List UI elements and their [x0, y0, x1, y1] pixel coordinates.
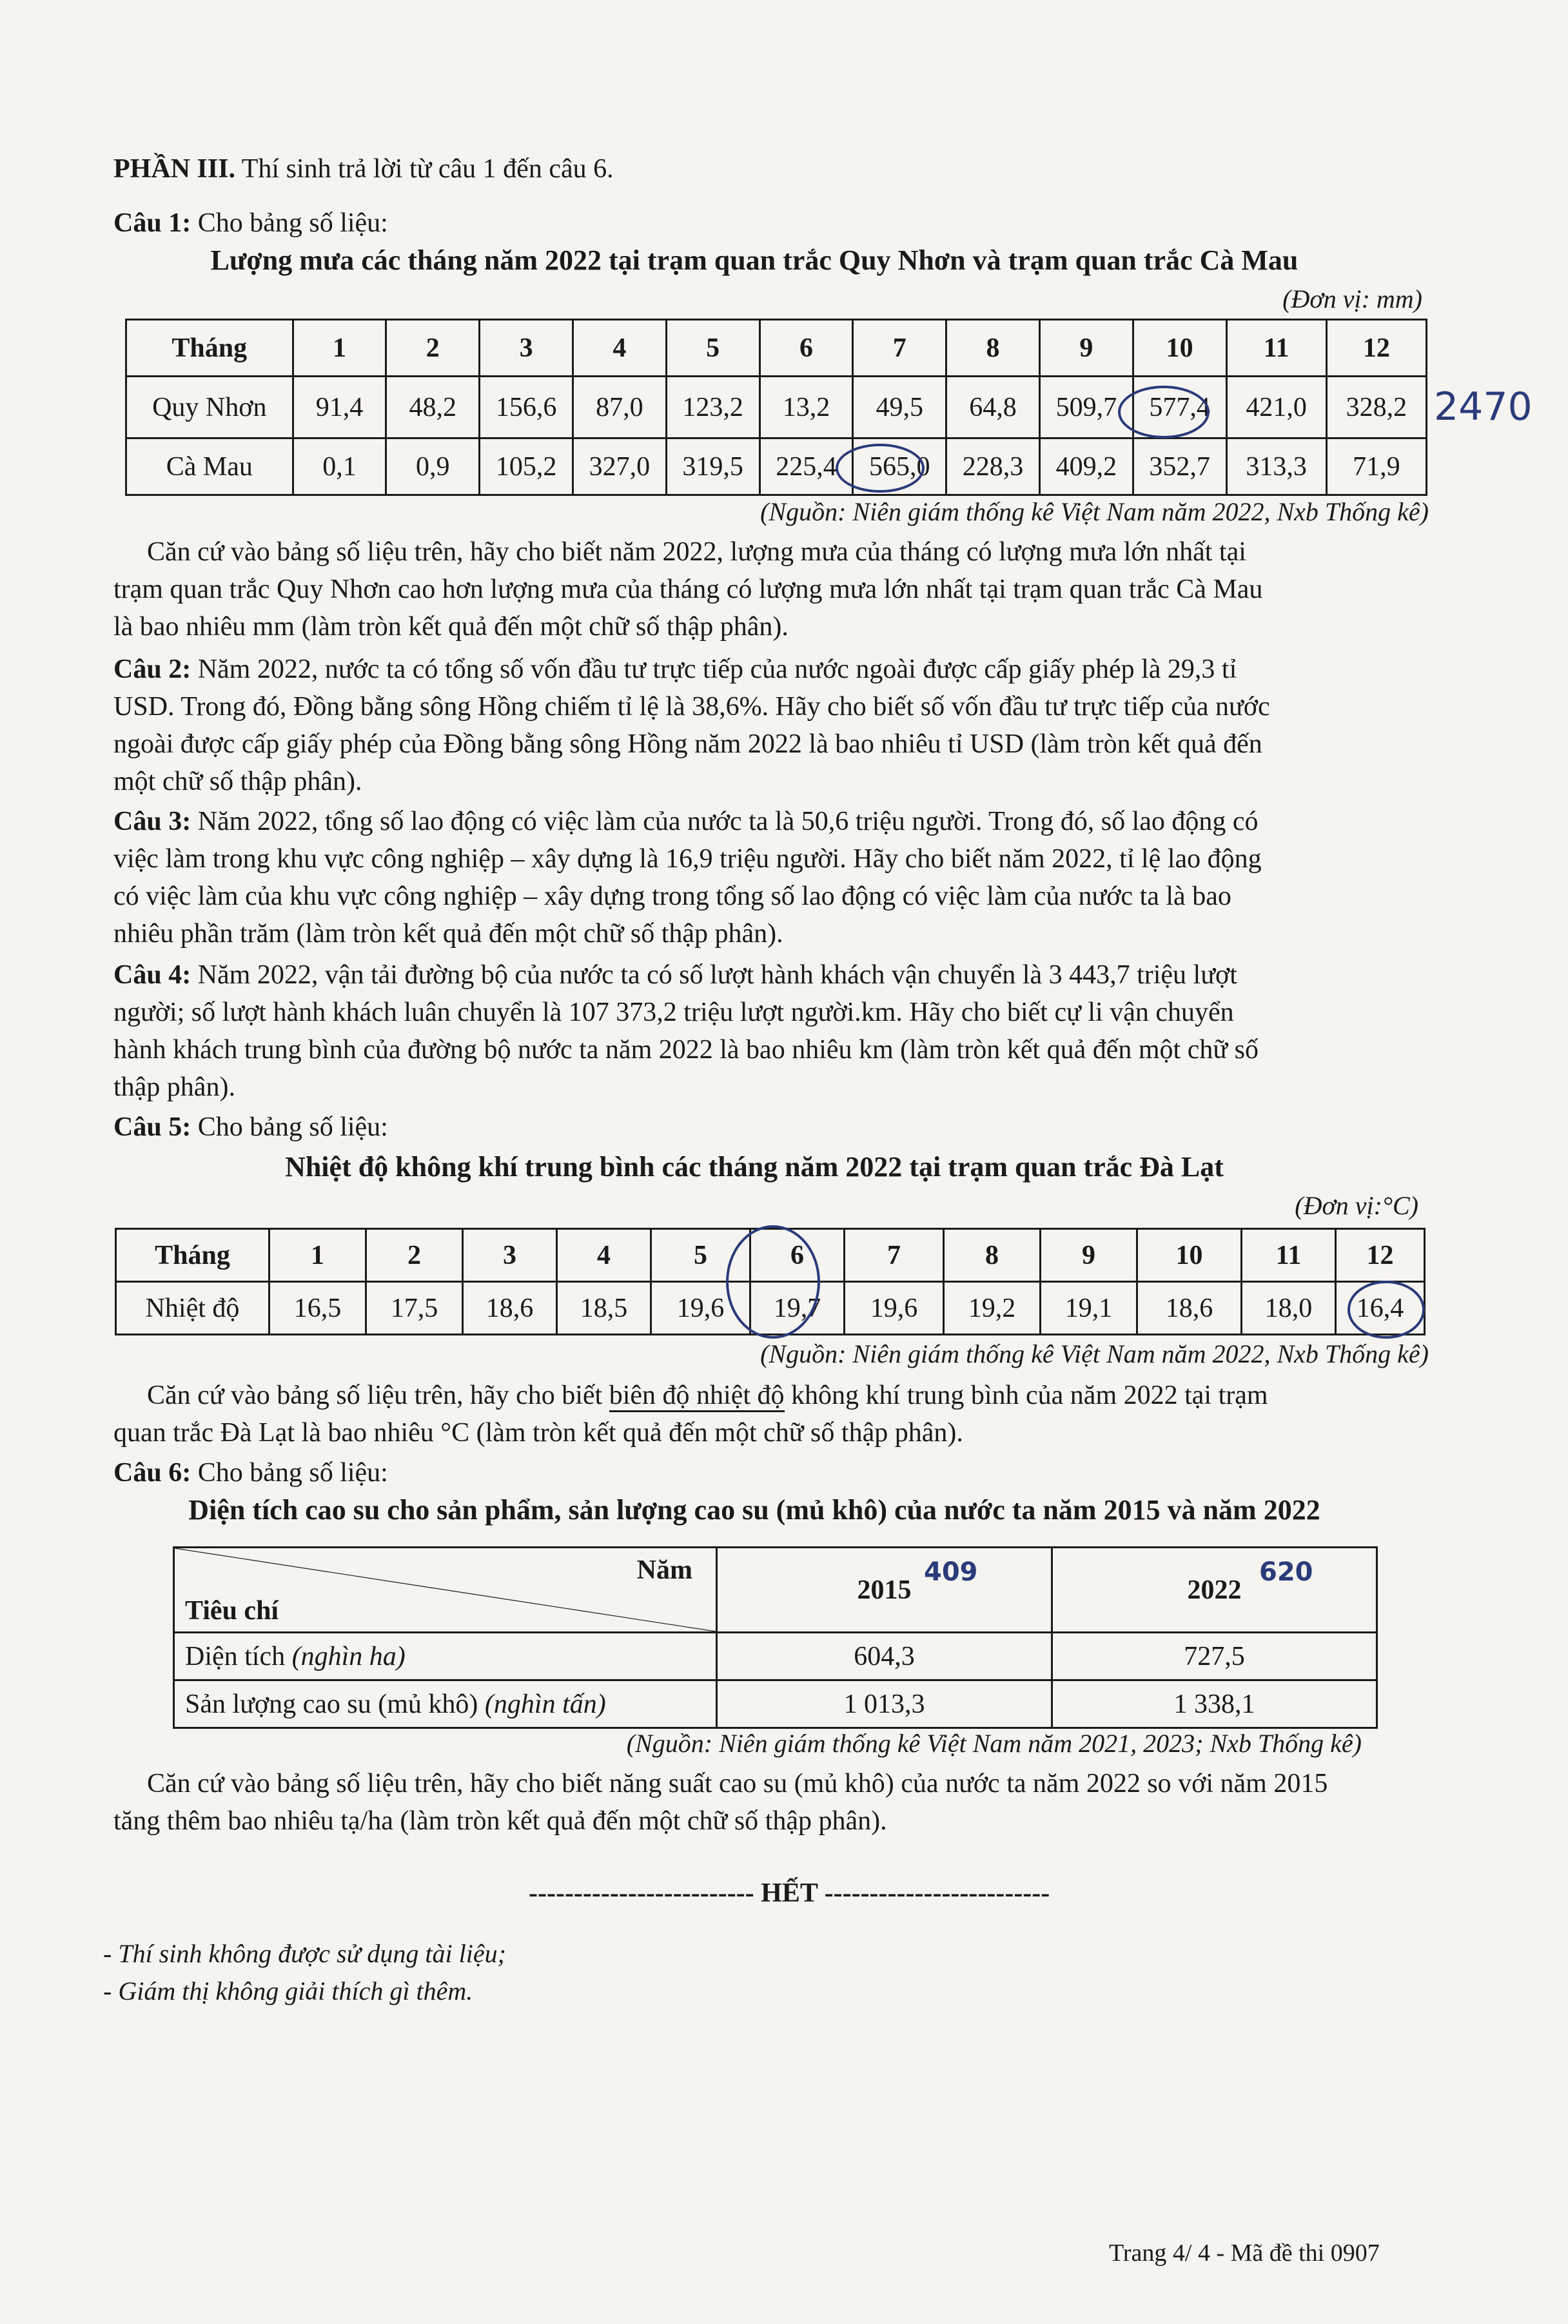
row-label: Cà Mau: [126, 438, 293, 495]
q5-header-cell: 1: [270, 1229, 366, 1282]
q1-header-cell: 4: [573, 320, 666, 377]
q3-label: Câu 3:: [113, 807, 191, 836]
table-cell: 328,2: [1326, 377, 1426, 438]
q3-text: Năm 2022, tổng số lao động có việc làm của nước ta là 50,6 triệu người. Trong đó, số lao động có: [191, 807, 1259, 836]
end-label: HẾT: [754, 1878, 825, 1908]
q5-intro: [113, 1109, 388, 1145]
table-cell: 319,5: [666, 438, 760, 495]
q5-header-cell: 2: [366, 1229, 463, 1282]
q1-header-cell: 1: [293, 320, 386, 377]
q2-line: USD. Trong đó, Đồng bằng sông Hồng chiếm tỉ lệ là 38,6%. Hãy cho biết số vốn đầu tư trực tiếp của nước: [113, 692, 1270, 722]
q4-line: hành khách trung bình của đường bộ nước ta năm 2022 là bao nhiêu km (làm tròn kết quả đến một chữ số: [113, 1035, 1259, 1065]
table-row: [126, 438, 1427, 495]
table-cell: 19,6: [845, 1282, 944, 1335]
q3-line: nhiêu phần trăm (làm tròn kết quả đến một chữ số thập phân).: [113, 919, 783, 949]
q1-header-cell: 7: [853, 320, 946, 377]
table-cell: 19,1: [1041, 1282, 1137, 1335]
q1-circle-mark: [1118, 386, 1210, 438]
table-cell: 1 013,3: [717, 1680, 1052, 1728]
q4-line: [113, 957, 1237, 993]
table-cell: 18,0: [1242, 1282, 1336, 1335]
q2-line: [113, 651, 1237, 687]
q6-table-title: Diện tích cao su cho sản phẩm, sản lượng cao su (mủ khô) của nước ta năm 2015 và năm 2022: [188, 1494, 1320, 1526]
q5-source: (Nguồn: Niên giám thống kê Việt Nam năm 2022, Nxb Thống kê): [760, 1339, 1429, 1368]
table-cell: 49,5: [853, 377, 946, 438]
row-label-text: Diện tích: [185, 1641, 292, 1671]
row-label-unit: (nghìn ha): [291, 1641, 406, 1671]
table-cell: 156,6: [480, 377, 573, 438]
exam-note: - Thí sinh không được sử dụng tài liệu;: [103, 1939, 506, 1968]
table-cell: 19,7: [750, 1282, 845, 1335]
q1-unit: (Đơn vị: mm): [1282, 284, 1422, 313]
table-cell: 0,9: [386, 438, 480, 495]
q1-header-cell: 9: [1039, 320, 1133, 377]
q1-header-cell: 12: [1326, 320, 1426, 377]
q6-year-cell: [717, 1548, 1052, 1633]
table-cell: 18,6: [463, 1282, 557, 1335]
row-label: [174, 1680, 717, 1728]
q1-intro: [113, 205, 388, 241]
page-footer: Trang 4/ 4 - Mã đề thi 0907: [1109, 2240, 1380, 2267]
table-cell: 225,4: [760, 438, 853, 495]
q1-header-cell: 11: [1226, 320, 1326, 377]
q5-text: Căn cứ vào bảng số liệu trên, hãy cho biết: [147, 1381, 609, 1410]
table-cell: 71,9: [1326, 438, 1426, 495]
exam-note: - Giám thị không giải thích gì thêm.: [103, 1976, 473, 2005]
q5-circle-mark: [726, 1225, 820, 1339]
table-cell: 19,6: [651, 1282, 750, 1335]
q3-line: [113, 803, 1259, 840]
q5-question-line: [147, 1377, 1268, 1413]
table-cell: 48,2: [386, 377, 480, 438]
table-cell: 16,4: [1336, 1282, 1425, 1335]
q2-text: Năm 2022, nước ta có tổng số vốn đầu tư trực tiếp của nước ngoài được cấp giấy phép là 29,3 tỉ: [191, 655, 1237, 684]
q1-question-line: trạm quan trắc Quy Nhơn cao hơn lượng mưa của tháng có lượng mưa lớn nhất tại trạm quan trắc Cà Mau: [113, 575, 1263, 604]
q1-circle-mark: [836, 444, 925, 493]
q5-unit: (Đơn vị:°C): [1295, 1191, 1418, 1220]
q5-header-cell: 3: [463, 1229, 557, 1282]
table-cell: 16,5: [270, 1282, 366, 1335]
table-cell: 421,0: [1226, 377, 1326, 438]
table-cell: 727,5: [1052, 1633, 1377, 1680]
table-cell: 0,1: [293, 438, 386, 495]
row-label-text: Sản lượng cao su (mủ khô): [185, 1689, 485, 1719]
row-label-unit: (nghìn tấn): [484, 1689, 606, 1719]
section-label: PHẦN III.: [113, 154, 236, 184]
q1-question-line: là bao nhiêu mm (làm tròn kết quả đến một chữ số thập phân).: [113, 612, 789, 642]
q6-intro-text: Cho bảng số liệu:: [191, 1458, 388, 1488]
table-cell: 509,7: [1039, 377, 1133, 438]
q6-year-cell: [1052, 1548, 1377, 1633]
q5-header-cell: 6: [750, 1229, 845, 1282]
q1-intro-text: Cho bảng số liệu:: [191, 208, 388, 238]
table-cell: 228,3: [946, 438, 1040, 495]
table-cell: 352,7: [1133, 438, 1226, 495]
q4-label: Câu 4:: [113, 960, 191, 990]
table-cell: 604,3: [717, 1633, 1052, 1680]
q1-source: (Nguồn: Niên giám thống kê Việt Nam năm 2022, Nxb Thống kê): [760, 497, 1429, 526]
q5-table-title: Nhiệt độ không khí trung bình các tháng năm 2022 tại trạm quan trắc Đà Lạt: [285, 1151, 1224, 1183]
q6-handwritten-note: 409: [924, 1557, 978, 1587]
q1-header-cell: Tháng: [126, 320, 293, 377]
q1-header-row: [126, 320, 1427, 377]
table-cell: 17,5: [366, 1282, 463, 1335]
table-cell: 409,2: [1039, 438, 1133, 495]
q5-header-cell: 7: [845, 1229, 944, 1282]
section-heading: [113, 151, 614, 187]
end-marker: [529, 1875, 1050, 1911]
q6-source: (Nguồn: Niên giám thống kê Việt Nam năm 2021, 2023; Nxb Thống kê): [626, 1729, 1362, 1758]
table-cell: 19,2: [944, 1282, 1041, 1335]
q5-header-cell: 10: [1137, 1229, 1242, 1282]
section-text: Thí sinh trả lời từ câu 1 đến câu 6.: [235, 154, 614, 184]
q1-handwritten-note: 2470: [1434, 384, 1533, 429]
q5-header-cell: 12: [1336, 1229, 1425, 1282]
table-cell: 105,2: [480, 438, 573, 495]
q1-header-cell: 8: [946, 320, 1040, 377]
q4-text: Năm 2022, vận tải đường bộ của nước ta có số lượt hành khách vận chuyển là 3 443,7 triệu lượt: [191, 960, 1237, 990]
table-cell: 87,0: [573, 377, 666, 438]
q2-line: ngoài được cấp giấy phép của Đồng bằng sông Hồng năm 2022 là bao nhiêu tỉ USD (làm tròn kết quả đến: [113, 729, 1262, 759]
table-cell: 327,0: [573, 438, 666, 495]
q3-line: việc làm trong khu vực công nghiệp – xây dựng là 16,9 triệu người. Hãy cho biết năm 2022, tỉ lệ lao động: [113, 844, 1262, 874]
table-cell: 577,4: [1133, 377, 1226, 438]
q5-underlined-term: biên độ nhiệt độ: [609, 1381, 785, 1412]
q5-header-cell: 11: [1242, 1229, 1336, 1282]
table-cell: 313,3: [1226, 438, 1326, 495]
q2-line: một chữ số thập phân).: [113, 767, 362, 796]
q5-label: Câu 5:: [113, 1112, 191, 1142]
table-cell: 18,5: [557, 1282, 651, 1335]
q6-header-row: [174, 1548, 1377, 1633]
row-label: [174, 1633, 717, 1680]
q1-table-title: Lượng mưa các tháng năm 2022 tại trạm quan trắc Quy Nhơn và trạm quan trắc Cà Mau: [210, 244, 1298, 276]
q6-year: 2022: [1187, 1575, 1242, 1605]
table-cell: 13,2: [760, 377, 853, 438]
q5-header-cell: 9: [1041, 1229, 1137, 1282]
table-cell: 565,0: [853, 438, 946, 495]
q1-label: Câu 1:: [113, 208, 191, 238]
q5-header-cell: Tháng: [116, 1229, 270, 1282]
q4-line: thập phân).: [113, 1072, 235, 1102]
q6-label: Câu 6:: [113, 1458, 191, 1488]
q5-intro-text: Cho bảng số liệu:: [191, 1112, 388, 1142]
q6-rubber-table: [173, 1546, 1378, 1729]
q5-text: không khí trung bình của năm 2022 tại trạm: [784, 1381, 1268, 1410]
table-cell: 123,2: [666, 377, 760, 438]
q5-question-line: quan trắc Đà Lạt là bao nhiêu °C (làm tròn kết quả đến một chữ số thập phân).: [113, 1418, 963, 1448]
table-cell: 91,4: [293, 377, 386, 438]
q1-header-cell: 10: [1133, 320, 1226, 377]
q6-handwritten-note: 620: [1259, 1557, 1313, 1587]
row-label: Nhiệt độ: [116, 1282, 270, 1335]
q6-intro: [113, 1455, 388, 1491]
q1-question-line: Căn cứ vào bảng số liệu trên, hãy cho biết năm 2022, lượng mưa của tháng có lượng mưa lớn nhất tại: [147, 537, 1246, 567]
q6-question-line: Căn cứ vào bảng số liệu trên, hãy cho biết năng suất cao su (mủ khô) của nước ta năm 2022 so với năm 2015: [147, 1769, 1328, 1798]
row-label: Quy Nhơn: [126, 377, 293, 438]
q1-header-cell: 3: [480, 320, 573, 377]
table-cell: 1 338,1: [1052, 1680, 1377, 1728]
q1-header-cell: 5: [666, 320, 760, 377]
q6-year: 2015: [857, 1575, 912, 1605]
q1-rainfall-table: [125, 319, 1427, 496]
q5-header-cell: 8: [944, 1229, 1041, 1282]
end-dashes: -------------------------: [824, 1878, 1050, 1908]
q6-corner-top: Năm: [636, 1555, 692, 1585]
end-dashes: -------------------------: [529, 1878, 754, 1908]
q1-header-cell: 2: [386, 320, 480, 377]
q6-question-line: tăng thêm bao nhiêu tạ/ha (làm tròn kết quả đến một chữ số thập phân).: [113, 1806, 887, 1836]
q1-header-cell: 6: [760, 320, 853, 377]
q5-header-cell: 4: [557, 1229, 651, 1282]
table-row: [174, 1633, 1377, 1680]
q3-line: có việc làm của khu vực công nghiệp – xây dựng trong tổng số lao động có việc làm của nước ta là bao: [113, 881, 1231, 911]
table-cell: 18,6: [1137, 1282, 1242, 1335]
q4-line: người; số lượt hành khách luân chuyển là 107 373,2 triệu lượt người.km. Hãy cho biết cự li vận chuyển: [113, 998, 1234, 1027]
q2-label: Câu 2:: [113, 655, 191, 684]
q5-header-cell: 5: [651, 1229, 750, 1282]
table-cell: 64,8: [946, 377, 1040, 438]
table-row: [174, 1680, 1377, 1728]
q6-corner-bottom: Tiêu chí: [185, 1596, 279, 1626]
q5-circle-mark: [1348, 1281, 1425, 1339]
q6-corner-cell: [174, 1548, 717, 1633]
table-row: [126, 377, 1427, 438]
